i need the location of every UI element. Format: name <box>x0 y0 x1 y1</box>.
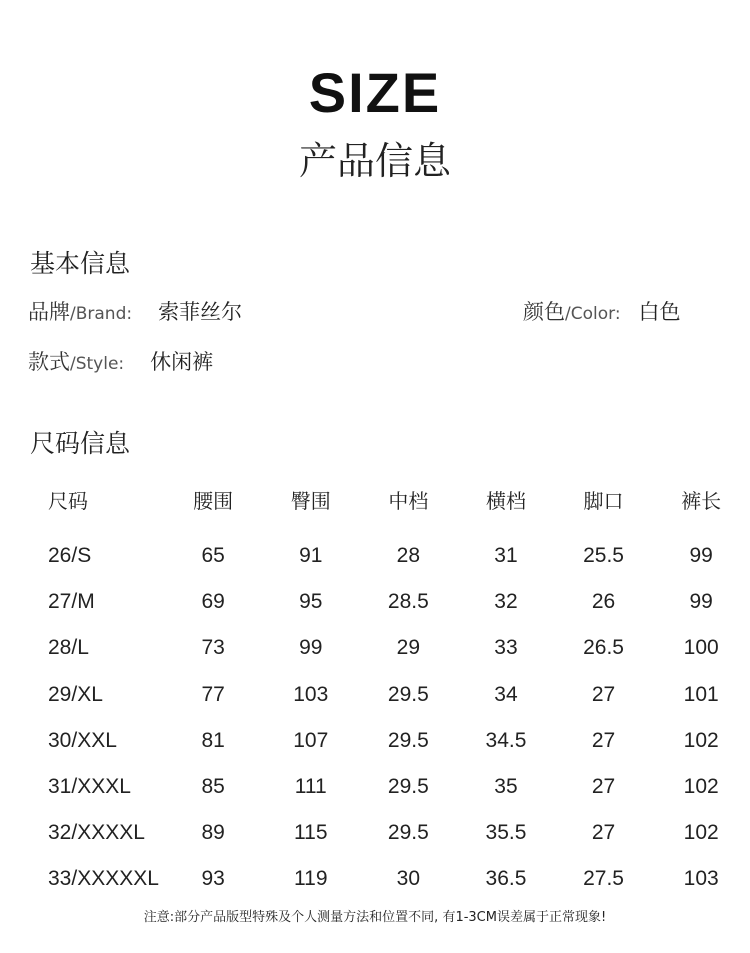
size-cell: 29/XL <box>48 682 103 706</box>
style-label: 款式 <box>28 350 70 374</box>
table-cell: 95 <box>299 590 323 614</box>
table-cell: 85 <box>201 775 225 799</box>
table-row <box>0 810 750 856</box>
style-label-en: /Style: <box>70 354 125 374</box>
table-row <box>0 764 750 810</box>
table-cell: 29.5 <box>387 821 429 845</box>
brand-row <box>28 296 242 326</box>
table-cell: 93 <box>201 867 225 891</box>
table-row <box>0 856 750 902</box>
table-cell: 119 <box>294 867 328 891</box>
table-cell: 101 <box>683 682 719 706</box>
col-header-waist: 腰围 <box>193 488 234 513</box>
table-cell: 29.5 <box>387 728 429 752</box>
table-cell: 33 <box>494 636 518 660</box>
table-cell: 81 <box>201 728 225 752</box>
style-row <box>28 346 213 376</box>
color-label: 颜色 <box>523 300 565 324</box>
table-cell: 34 <box>494 682 518 706</box>
size-cell: 31/XXXL <box>48 775 131 799</box>
table-cell: 28.5 <box>387 590 429 614</box>
table-cell: 29 <box>396 636 421 660</box>
table-cell: 30 <box>396 867 421 891</box>
table-cell: 73 <box>201 636 225 660</box>
col-header-thigh: 中档 <box>388 488 429 513</box>
table-cell: 89 <box>201 821 225 845</box>
table-cell: 65 <box>201 544 225 568</box>
table-row <box>0 672 750 718</box>
table-row <box>0 625 750 671</box>
page-title: SIZE <box>308 61 442 124</box>
table-cell: 27.5 <box>583 867 624 891</box>
basic-info-heading: 基本信息 <box>30 249 131 278</box>
color-value: 白色 <box>638 300 681 324</box>
table-cell: 27 <box>591 728 616 752</box>
style-value: 休闲裤 <box>150 350 214 374</box>
brand-label: 品牌 <box>28 300 70 324</box>
brand-label-en: /Brand: <box>70 304 133 324</box>
col-header-length: 裤长 <box>681 488 722 513</box>
table-cell: 111 <box>294 775 327 799</box>
table-cell: 27 <box>591 775 616 799</box>
table-cell: 26 <box>591 590 616 614</box>
table-cell: 100 <box>683 636 719 660</box>
table-cell: 35.5 <box>485 821 527 845</box>
page-subtitle: 产品信息 <box>298 139 451 183</box>
col-header-hip: 臀围 <box>290 488 331 513</box>
table-cell: 29.5 <box>387 682 429 706</box>
size-cell: 26/S <box>48 544 92 568</box>
size-info-heading: 尺码信息 <box>30 429 131 458</box>
table-cell: 99 <box>299 636 323 660</box>
table-cell: 29.5 <box>387 775 429 799</box>
table-row <box>0 718 750 764</box>
table-cell: 26.5 <box>583 636 624 660</box>
footer-note: 注意:部分产品版型特殊及个人测量方法和位置不同, 有1-3CM误差属于正常现象! <box>143 910 607 925</box>
table-cell: 25.5 <box>583 544 624 568</box>
col-header-size: 尺码 <box>48 488 88 513</box>
size-cell: 27/M <box>48 590 95 614</box>
table-cell: 103 <box>293 682 329 706</box>
color-label-en: /Color: <box>565 304 621 324</box>
table-cell: 99 <box>689 544 713 568</box>
table-cell: 34.5 <box>485 728 527 752</box>
table-cell: 28 <box>396 544 421 568</box>
table-cell: 102 <box>683 821 719 845</box>
col-header-crotch: 横档 <box>485 488 526 513</box>
table-row <box>0 579 750 625</box>
table-cell: 91 <box>299 544 323 568</box>
size-table <box>0 476 750 903</box>
table-cell: 102 <box>683 775 719 799</box>
table-cell: 103 <box>683 867 719 891</box>
col-header-hem: 脚口 <box>583 488 624 513</box>
table-cell: 32 <box>494 590 518 614</box>
table-cell: 77 <box>201 682 225 706</box>
table-cell: 35 <box>494 775 518 799</box>
size-cell: 28/L <box>48 636 89 660</box>
table-cell: 36.5 <box>485 867 527 891</box>
table-row <box>0 533 750 579</box>
table-cell: 27 <box>591 682 616 706</box>
brand-value: 索菲丝尔 <box>158 300 243 324</box>
table-cell: 115 <box>294 821 328 845</box>
table-cell: 107 <box>293 728 329 752</box>
table-cell: 31 <box>494 544 518 568</box>
size-table-header <box>0 476 750 533</box>
table-cell: 99 <box>689 590 713 614</box>
size-cell: 30/XXL <box>48 728 117 752</box>
color-row <box>523 296 681 326</box>
size-cell: 33/XXXXXL <box>48 867 159 891</box>
size-cell: 32/XXXXL <box>48 821 145 845</box>
table-cell: 69 <box>201 590 225 614</box>
table-cell: 102 <box>683 728 719 752</box>
table-cell: 27 <box>591 821 616 845</box>
